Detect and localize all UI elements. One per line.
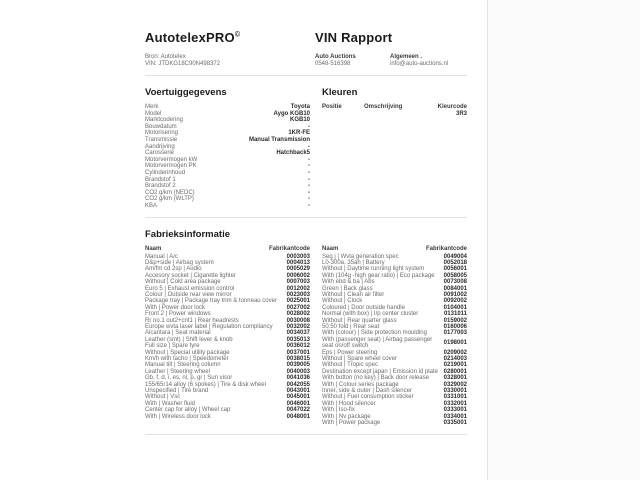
vehicle-row [145,104,310,111]
vehicle-row [145,130,310,137]
vehicle-row [145,111,310,118]
factory-row-name: Alcantara | Seat material [145,330,211,337]
factory-row-name: With button (no key) | Back door release [322,375,429,382]
factory-row-name: Without | Daytime running light system [322,266,425,273]
vehicle-row [145,144,310,151]
colors-row [322,111,467,118]
factory-row [322,337,467,350]
colors-row-omschrijving [364,111,417,118]
factory-left-column [145,246,310,421]
copyright-mark: © [234,31,241,39]
contact-block [315,54,467,68]
factory-row-name: With | Power package [322,420,381,427]
factory-code-header: Fabrikantcode [268,245,310,252]
vehicle-row-value: - [308,169,310,176]
divider-sections [145,217,467,218]
factory-right-header [322,246,467,253]
factory-row-code: 0045001 [286,394,310,401]
source-line: Bron: Autotelex [145,54,186,60]
factory-row-name: Without | Clock [322,298,363,305]
factory-right-column [322,246,467,427]
factory-row-code: 0049004 [443,253,467,260]
vehicle-row-label: Motorisering [145,130,179,137]
vehicle-row [145,196,310,203]
vehicle-row [145,124,310,131]
factory-row-name: Destination except japan | Emission id plate [322,368,438,375]
factory-row-name: Front 2 | Power windows [145,311,211,318]
vehicle-row-label: CO2 g/km (WLTP) [145,196,194,203]
factory-row-name: Without | Clean air filter [322,291,385,298]
factory-row-name: With | Nv package [322,413,371,420]
vehicle-row-value: Aygo KGB10 [273,110,310,117]
factory-row-code: 0012002 [286,285,310,292]
vehicle-row [145,170,310,177]
factory-row-name: Manual | A/c [145,253,178,260]
factory-row-name: Package tray | Package tray trim & tonneau cover [145,298,277,305]
colors-table [322,111,467,118]
factory-row-code: 0332001 [443,400,467,407]
vehicle-row-value: Manual Transmission [248,136,310,143]
factory-section [145,246,467,427]
factory-row-name: D&p+side | Airbag system [145,259,214,266]
factory-row-code: 0028002 [286,311,310,318]
report-content [145,30,467,435]
factory-row-code: 0038015 [286,356,310,362]
vehicle-row-label: Carosserie [145,150,175,157]
factory-row-name: Center cap for alloy | Wheel cap [145,407,231,414]
factory-row-name: 155/65r14 alloy (6 spokes) | Tire & disk wheel [145,381,266,388]
vehicle-row-label: Brandstof 2 [145,183,176,190]
app-title [145,30,315,45]
factory-row-code: 0032002 [286,323,310,330]
factory-row-name: With | Hood silencer [322,400,376,407]
report-title: VIN Rapport [315,30,393,45]
vehicle-row [145,117,310,124]
factory-row-name: Rr no.1 out2+cnt1 | Rear headrests [145,317,239,324]
vehicle-row-label: Cylinderinhoud [145,169,186,176]
factory-row-code: 0330001 [443,388,467,395]
vehicle-row-label: Brandstof 1 [145,176,176,183]
vehicle-row-value: - [308,156,310,163]
factory-row-name: Inner, side & outer | Dash silencer [322,388,412,395]
factory-row-name: Without | Spare wheel cover [322,356,397,362]
vehicle-row-label: CO2 g/km (NEDC) [145,189,195,196]
factory-row-name: Leather | Steering wheel [145,368,210,375]
vehicle-row-label: Bouwdatum [145,123,177,130]
vehicle-row [145,183,310,190]
factory-row-name: Full size | Spare tyre [145,343,200,350]
vehicle-row [145,177,310,184]
factory-row-code: 0056001 [443,266,467,273]
colors-row-positie [322,111,364,118]
company-name: Auto Auctions [315,54,356,60]
vehicle-row-value: Toyota [290,104,310,110]
factory-row-name: Eps | Power steering [322,349,378,356]
factory-row-name: Without | Tropic spec [322,362,378,369]
vehicle-row-value: - [308,196,310,203]
factory-row-name: Euro 5 | Exhaust emission control [145,285,235,292]
factory-row-code: 0159002 [443,317,467,324]
contact-email: info@auto-auctions.nl [390,61,449,67]
factory-row-code: 0092002 [443,298,467,305]
page-edge-panel [487,0,640,480]
factory-row-name: With | Power door lock [145,304,205,311]
factory-row-name: Without | Vsc [145,394,181,401]
colors-col-kleurcode: Kleurcode [437,104,467,110]
vehicle-row-value: - [308,176,310,183]
factory-row-code: 0006002 [286,272,310,279]
contact-name: Algemeen . [390,54,423,60]
factory-row-name: Colour | Outside rear view mirror [145,291,232,298]
colors-section [322,76,467,118]
vehicle-row-label: Motorvermogen kW [145,156,198,163]
source-block [145,54,315,68]
colors-col-omschrijving: Omschrijving [364,104,403,110]
vehicle-row-value: - [308,189,310,196]
factory-row-code: 0052018 [443,259,467,266]
vehicle-table [145,104,310,210]
company-block [315,54,390,68]
factory-row-name: Gb, f, d, i, es, nl, p, gr | Sun visor [145,375,233,382]
header-right [315,30,467,68]
factory-row-name: With (104g -high gear ratio) | Eco package [322,272,435,279]
report-header [145,30,467,68]
factory-row-code: 0219001 [443,362,467,369]
colors-row-kleurcode: 3R3 [455,111,467,117]
factory-name-header: Naam [322,245,339,252]
factory-row-code: 0331001 [443,394,467,401]
factory-row-code: 0040003 [286,368,310,375]
factory-row-code: 0104001 [443,304,467,311]
factory-row-code: 0058005 [443,272,467,279]
factory-row-code: 0004013 [286,259,310,266]
vehicle-row-label: KBA [145,202,158,209]
app-title-text: AutotelexPRO [145,30,235,45]
factory-row-code: 0005029 [286,266,310,273]
factory-row-name: Seg j | Wvta generation spec [322,253,399,260]
factory-row-code: 0039005 [286,362,310,369]
vehicle-row-value: - [308,123,310,130]
vehicle-row-value: 1KR-FE [288,130,310,137]
header-left [145,30,315,68]
factory-row [145,414,310,420]
vehicle-section [145,76,310,210]
factory-row-name: Am/fm cd 2sp | Audio [145,266,202,273]
factory-row-code: 0034037 [286,330,310,337]
vehicle-row-label: Merk [145,104,159,110]
factory-row-name: Coloured | Door outside handle [322,304,405,311]
factory-row-code: 0003003 [286,253,310,260]
factory-row-code: 0329002 [443,381,467,388]
vehicle-row [145,150,310,157]
factory-row-code: 0037001 [286,349,310,356]
factory-row-code: 0198001 [443,339,467,346]
factory-row-code: 0333001 [443,407,467,414]
colors-col-positie: Positie [322,104,342,110]
factory-row-name: Km/h with tacho | Speedometer [145,356,229,362]
divider-bottom [145,434,467,435]
vehicle-row-label: Aandrijving [145,143,175,150]
factory-row-name: With | Colour series package [322,381,399,388]
factory-row-code: 0335001 [443,420,467,427]
factory-row-code: 0036012 [286,343,310,350]
factory-row-code: 0030008 [286,317,310,324]
factory-row-name: Europe wvta laser label | Regulation compliancy [145,323,273,330]
factory-right-table [322,254,467,427]
vin-line: VIN: JTDKG18C90N498372 [145,61,221,67]
factory-row-code: 0328001 [443,375,467,382]
factory-row-name: 50:50 fold | Rear seat [322,323,380,330]
factory-row-code: 0043001 [286,388,310,395]
vehicle-row-value: - [308,163,310,170]
factory-row-name: Manual tilt | Steering column [145,362,221,369]
factory-row-code: 0041036 [286,375,310,382]
factory-row-code: 0025001 [286,298,310,305]
factory-row-name: Normal (with box) | I/p center cluster [322,311,419,318]
factory-row-name: Unspecified | Tire brand [145,388,209,395]
factory-row-name: Without | Fuel consumption sticker [322,394,414,401]
vehicle-row-value: KGB10 [289,117,310,124]
factory-row-code: 0280001 [443,368,467,375]
factory-left-header [145,246,310,253]
factory-row-name: With | Iso-fix [322,407,355,414]
factory-section-title: Fabrieksinformatie [145,228,230,240]
vehicle-row [145,203,310,210]
factory-row-code: 0035013 [286,336,310,343]
factory-left-table [145,254,310,421]
factory-row-code: 0209002 [443,349,467,356]
factory-row-name: Without | Rear quarter glass [322,317,397,324]
contact-person-block [390,54,448,68]
factory-row-code: 0131011 [443,311,467,318]
factory-row-code: 0007003 [286,279,310,286]
colors-table-header [322,104,467,111]
vehicle-row-label: Transmissie [145,136,178,143]
factory-row-code: 0027002 [286,304,310,311]
vehicle-row-label: Marktcodering [145,117,184,124]
factory-row-code: 0073008 [443,279,467,286]
factory-row-code: 0214003 [443,356,467,362]
vehicle-row [145,190,310,197]
factory-row-name: Without | Special utility package [145,349,230,356]
vehicle-row-value: - [308,183,310,190]
factory-row-code: 0084001 [443,285,467,292]
factory-row-name: With | Washer fluid [145,400,196,407]
vehicle-row-label: Model [145,110,162,117]
vehicle-section-title: Voertuiggegevens [145,87,227,98]
vehicle-row-value: Hatchback5 [276,150,310,157]
factory-code-header: Fabrikantcode [425,245,467,252]
vehicle-row-value: - [308,143,310,150]
factory-row-name: Accesory socket | Cigarette lighter [145,272,236,279]
vehicle-row [145,163,310,170]
factory-row-name: L0-300a, 35ah | Battery [322,259,385,266]
vehicle-row-label: Motorvermogen PK [145,163,197,170]
vehicle-and-colors-section [145,76,467,210]
factory-row-name: With ebd & ba | Abs [322,279,375,286]
factory-row-code: 0042055 [286,381,310,388]
factory-row-name: With (passenger seat) | Airbag passenger seat on/off switch [322,336,433,350]
factory-row-code: 0334001 [443,413,467,420]
colors-section-title: Kleuren [322,87,358,98]
vehicle-row [145,137,310,144]
factory-row-name: Green | Back glass [322,285,373,292]
factory-row-code: 0160006 [443,323,467,330]
factory-row-name: With (colour) | Side protection moulding [322,330,427,337]
factory-row-code: 0091002 [443,291,467,298]
factory-row-name: With | Wireless door lock [145,413,211,420]
vehicle-row [145,157,310,164]
vehicle-row-value: - [308,202,310,209]
factory-row-name: Without | Cold area package [145,279,221,286]
factory-row-name: Leather (smt) | Shift lever & knob [145,336,233,343]
factory-row-code: 0048001 [286,413,310,420]
factory-row [322,420,467,426]
factory-row-code: 0023003 [286,291,310,298]
factory-row-code: 0046001 [286,400,310,407]
factory-row-code: 0047022 [286,407,310,414]
company-phone: 0548-516398 [315,61,351,67]
factory-name-header: Naam [145,245,162,252]
factory-row-code: 0177003 [443,330,467,337]
